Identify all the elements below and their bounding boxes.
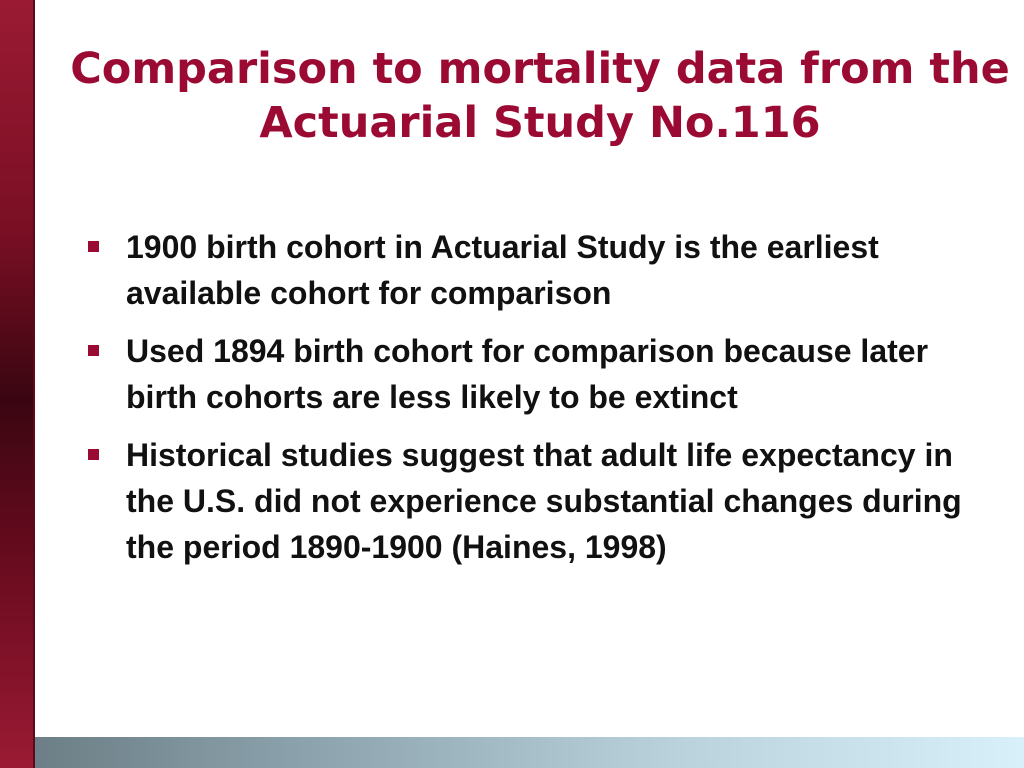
- slide-title: Comparison to mortality data from the Actuarial Study No.116: [70, 44, 1010, 148]
- bullet-text: Historical studies suggest that adult life expectancy in the U.S. did not experience substantial changes during the period 1890-1900 (Haines, 1998): [126, 437, 962, 565]
- bullet-item: [88, 224, 968, 316]
- left-accent-bar: [0, 0, 35, 768]
- bullet-text: Used 1894 birth cohort for comparison because later birth cohorts are less likely to be extinct: [126, 333, 929, 415]
- square-bullet-icon: [88, 449, 99, 460]
- bottom-accent-bar: [35, 737, 1024, 768]
- bullet-list: [88, 224, 968, 582]
- bullet-item: [88, 328, 968, 420]
- bullet-item: [88, 432, 968, 570]
- bullet-text: 1900 birth cohort in Actuarial Study is the earliest available cohort for comparison: [126, 229, 879, 311]
- square-bullet-icon: [88, 241, 99, 252]
- square-bullet-icon: [88, 345, 99, 356]
